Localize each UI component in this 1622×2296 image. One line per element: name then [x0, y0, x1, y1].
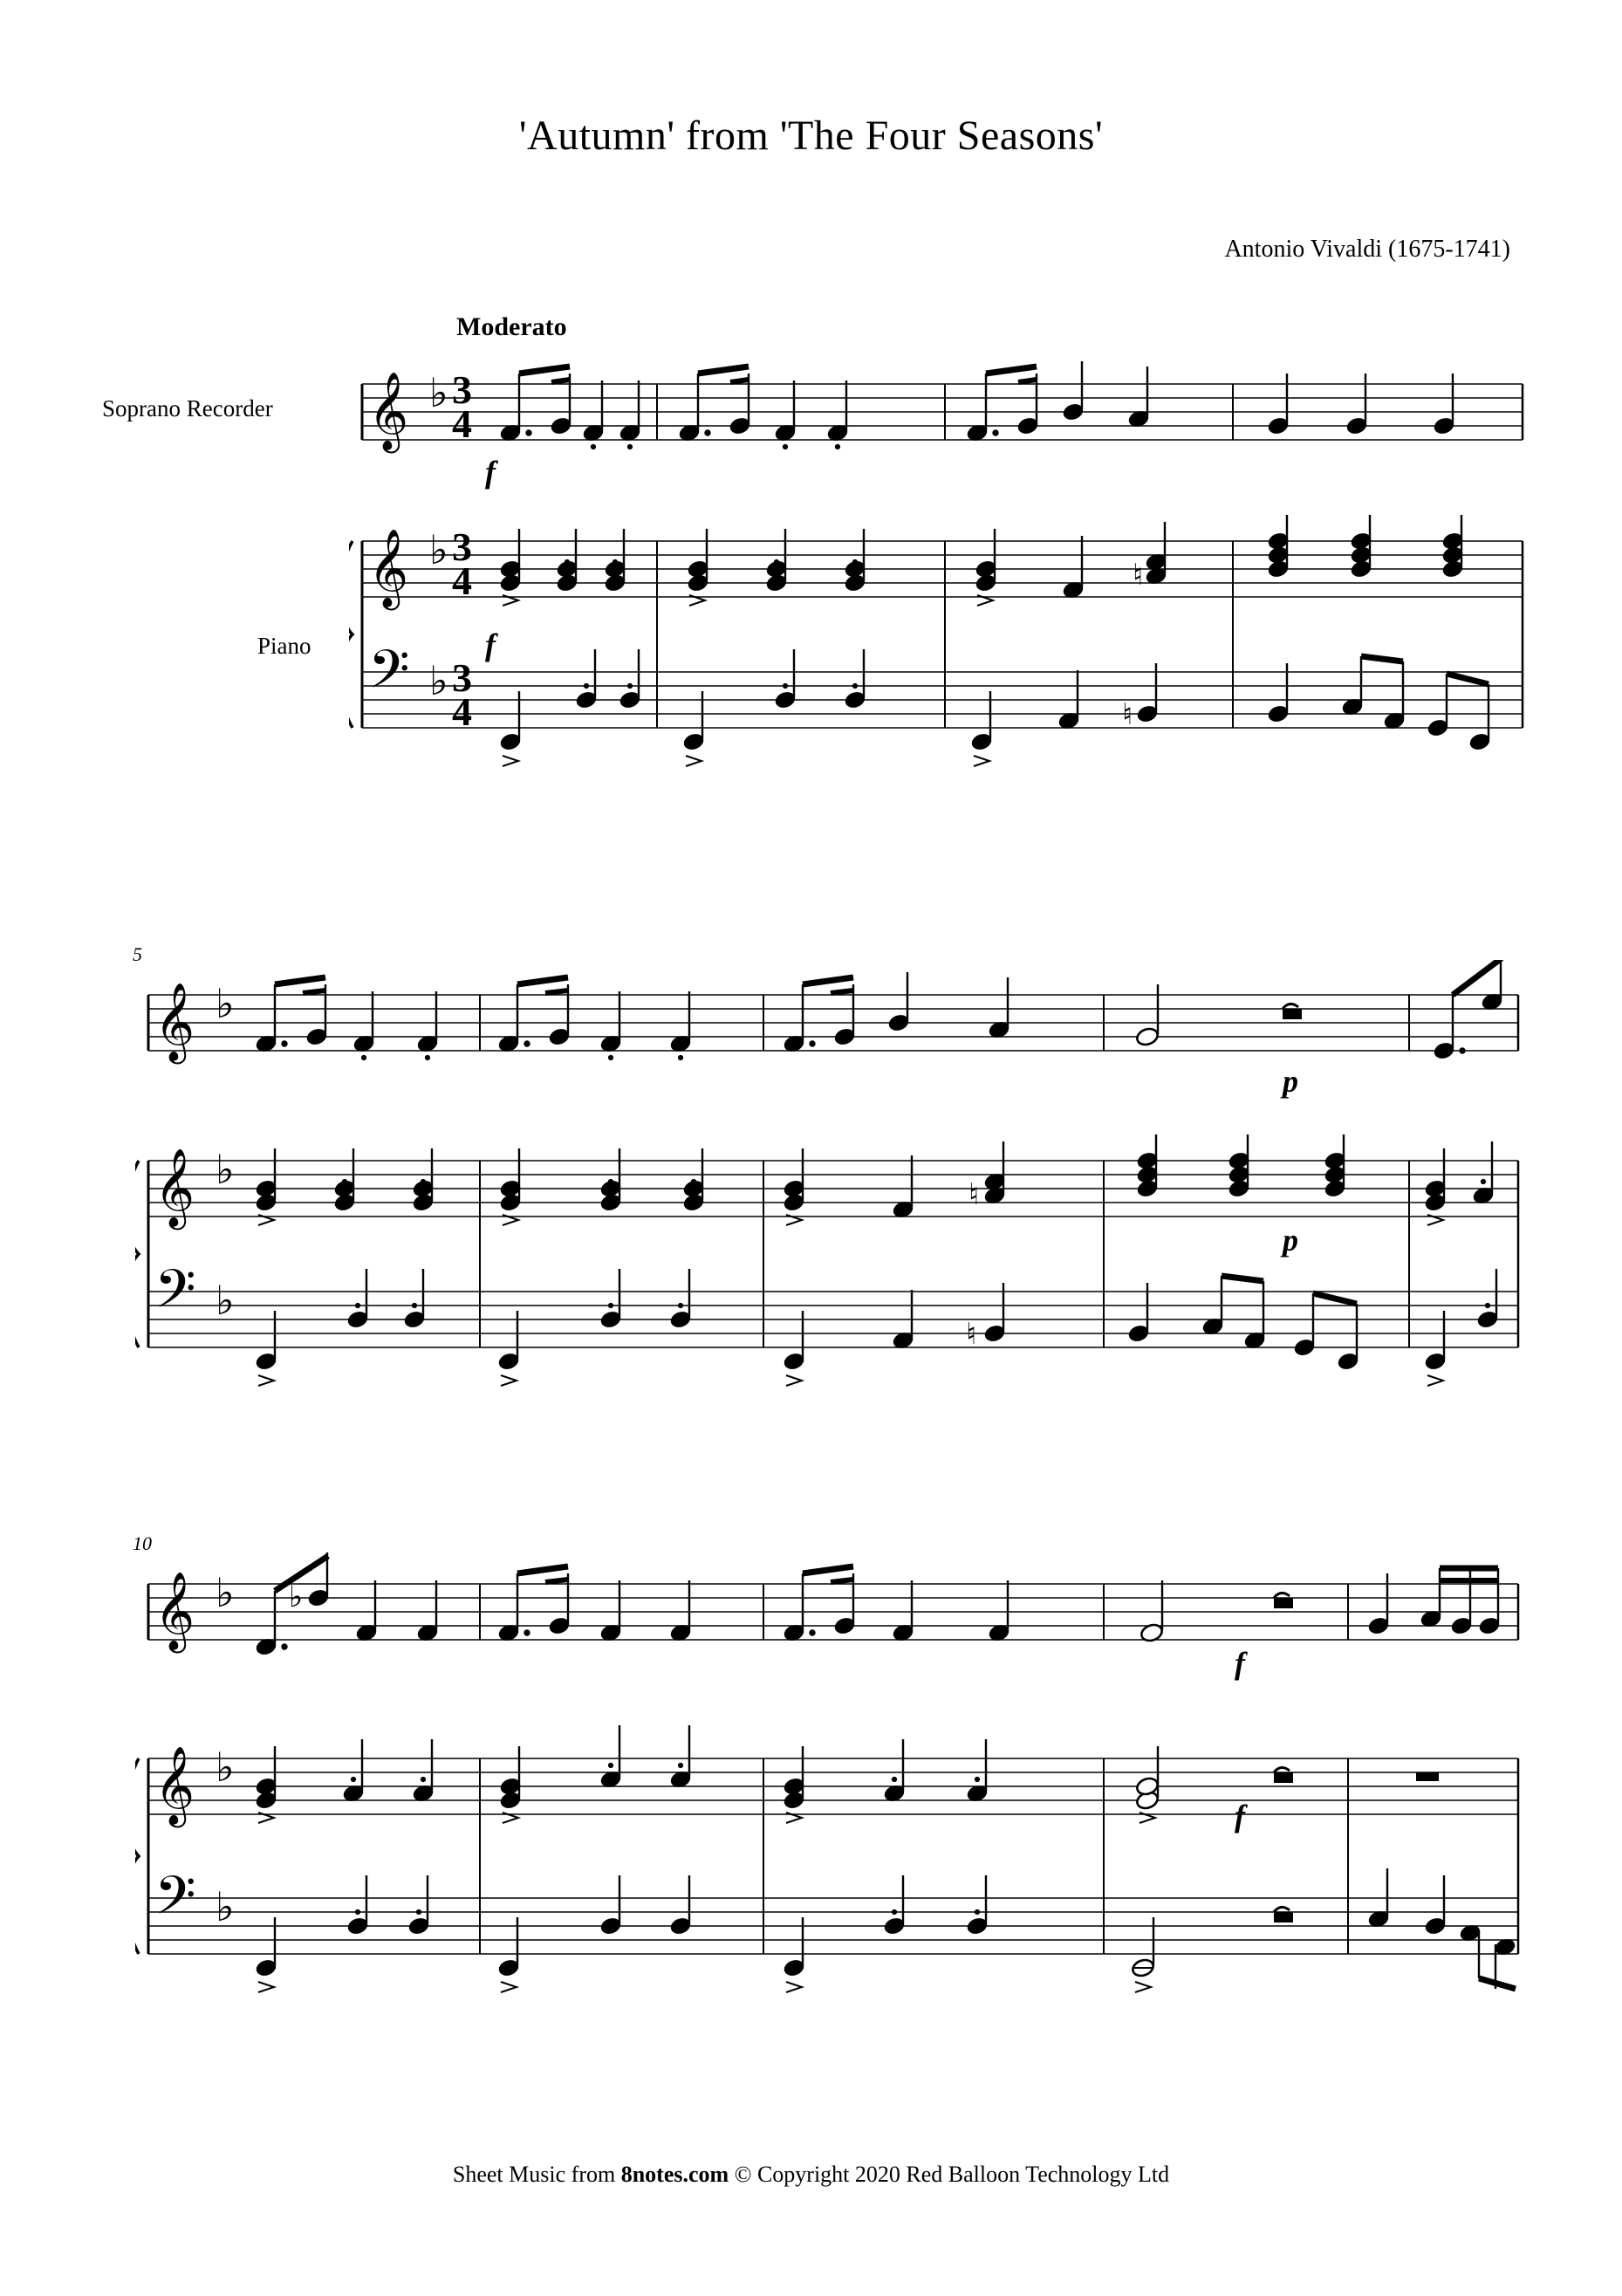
- svg-text:4: 4: [452, 559, 472, 603]
- svg-text:♮: ♮: [1133, 558, 1144, 593]
- svg-text:♮: ♮: [968, 1177, 980, 1212]
- system-3: [135, 1549, 1531, 2038]
- svg-text:♭: ♭: [216, 1569, 235, 1616]
- page-title: 'Autumn' from 'The Four Seasons': [518, 113, 1104, 159]
- svg-text:4: 4: [452, 689, 472, 734]
- svg-text:♭: ♭: [289, 1580, 304, 1614]
- system-1: [349, 349, 1536, 812]
- svg-text:♭: ♭: [429, 369, 448, 416]
- svg-text:♭: ♭: [216, 1146, 235, 1193]
- svg-text:𝄞: 𝄞: [154, 1148, 195, 1227]
- svg-text:𝄢: 𝄢: [154, 1258, 196, 1333]
- measure-number-5: 5: [133, 943, 142, 965]
- svg-text:♭: ♭: [429, 526, 448, 573]
- svg-text:♭: ♭: [216, 1883, 235, 1930]
- dynamic-forte-recorder-3: f: [1235, 1646, 1245, 1681]
- footer-suffix: © Copyright 2020 Red Balloon Technology Ltd: [729, 2162, 1170, 2187]
- svg-text:𝄢: 𝄢: [368, 639, 410, 714]
- dynamic-forte-piano-1: f: [485, 627, 496, 662]
- measure-number-10: 10: [133, 1532, 152, 1554]
- svg-text:𝄞: 𝄞: [154, 1746, 195, 1825]
- svg-text:𝄢: 𝄢: [154, 1865, 196, 1940]
- svg-text:♮: ♮: [966, 1317, 977, 1352]
- svg-text:♮: ♮: [1122, 697, 1133, 732]
- tempo-marking: Moderato: [456, 312, 567, 341]
- svg-text:♭: ♭: [216, 1744, 235, 1791]
- svg-text:𝄞: 𝄞: [154, 983, 195, 1061]
- svg-text:♭: ♭: [429, 657, 448, 704]
- svg-text:𝄞: 𝄞: [368, 529, 409, 607]
- dynamic-forte-recorder-1: f: [485, 455, 496, 490]
- svg-text:3: 3: [452, 524, 472, 569]
- svg-text:4: 4: [452, 401, 472, 446]
- instrument-label-piano: Piano: [257, 633, 311, 659]
- footer-prefix: Sheet Music from: [452, 2162, 621, 2187]
- system-2: [135, 960, 1531, 1431]
- svg-text:𝄞: 𝄞: [154, 1572, 195, 1650]
- dynamic-piano-piano-2: p: [1283, 1223, 1298, 1258]
- svg-text:♭: ♭: [216, 980, 235, 1027]
- svg-text:3: 3: [452, 367, 472, 412]
- svg-text:𝄞: 𝄞: [368, 372, 409, 450]
- composer-credit: Antonio Vivaldi (1675-1741): [1224, 236, 1510, 263]
- footer-site-link[interactable]: 8notes.com: [620, 2162, 729, 2187]
- dynamic-piano-recorder-2: p: [1283, 1064, 1298, 1099]
- svg-text:♭: ♭: [216, 1277, 235, 1324]
- copyright-footer: [0, 2162, 1622, 2188]
- instrument-label-soprano-recorder: Soprano Recorder: [102, 395, 273, 422]
- dynamic-forte-piano-3: f: [1235, 1799, 1245, 1833]
- svg-text:3: 3: [452, 655, 472, 700]
